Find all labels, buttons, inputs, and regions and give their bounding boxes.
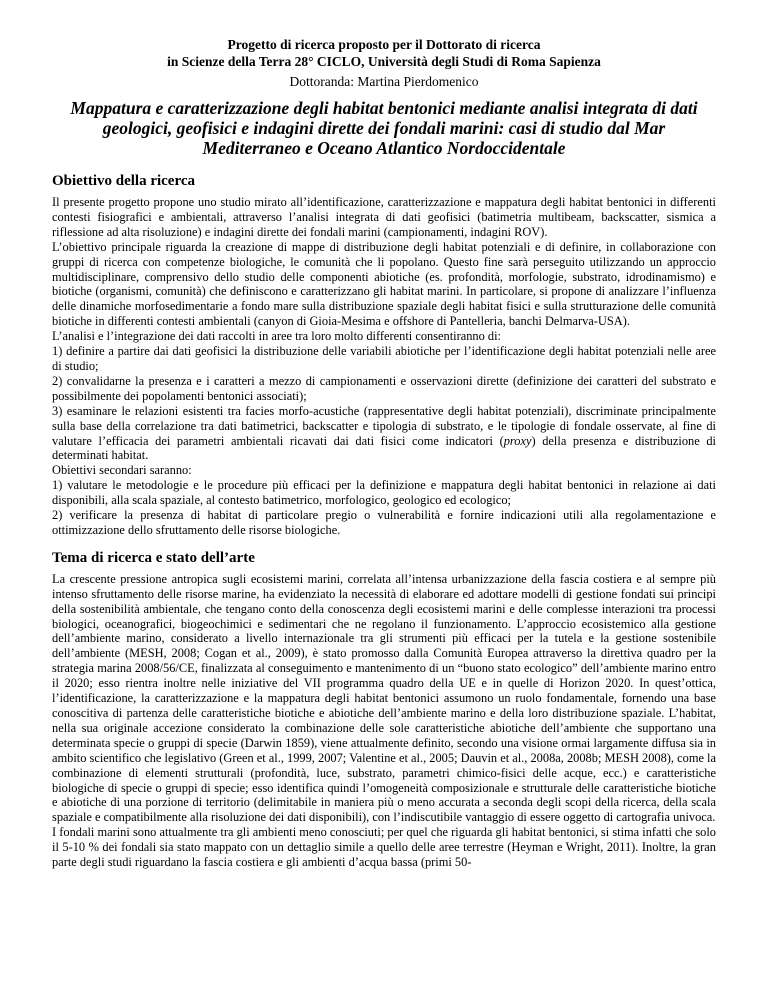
paragraph: L’obiettivo principale riguarda la creazione di mappe di distribuzione degli habitat potenziali e di definire, in collaborazione con gruppi di ricerca con competenze biologiche, le comunità che li popolano. Questo fine sarà perseguito utilizzando un approccio multidisciplinare, comprensivo dello studio delle componenti abiotiche (es. profondità, morfologie, substrato, idrodinamismo) e biotiche (organismi, comunità) che definiscono e caratterizzano gli habitat marini. In particolare, si propone di analizzare l’influenza delle dinamiche morfosedimentarie a fondo mare sulla distribuzione spaziale degli habitat fisici e sulla strutturazione delle comunità biotiche in differenti contesti ambientali (canyon di Gioia-Mesima e offshore di Pantelleria, banchi Delmarva-USA). <box>52 239 716 329</box>
list-item: 2) verificare la presenza di habitat di particolare pregio o vulnerabilità e fornire indicazioni utili alla regolamentazione e ottimizzazione dello sfruttamento delle risorse biologiche. <box>52 508 716 537</box>
paragraph: I fondali marini sono attualmente tra gli ambienti meno conosciuti; per quel che riguarda gli habitat bentonici, si stima infatti che solo il 5-10 % dei fondali sia stato mappato con un dettaglio simile a quello delle aree terrestre (Heyman e Wright, 2011). Inoltre, la gran parte degli studi riguardano la fascia costiera e gli ambienti d’acqua bassa (primi 50- <box>52 825 716 870</box>
program-line: Progetto di ricerca proposto per il Dottorato di ricerca <box>227 37 541 52</box>
section-heading: Tema di ricerca e stato dell’arte <box>52 549 255 566</box>
paragraph: Obiettivi secondari saranno: <box>52 463 192 478</box>
section-state-of-art <box>52 549 716 870</box>
section-heading: Obiettivo della ricerca <box>52 173 196 189</box>
paragraph: L’analisi e l’integrazione dei dati raccolti in aree tra loro molto differenti consentiranno di: <box>52 329 501 344</box>
paragraph: La crescente pressione antropica sugli ecosistemi marini, correlata all’intensa urbanizzazione della fascia costiera e al sempre più intenso sfruttamento delle risorse marine, ha evidenziato la necessità di elaborare ed adottare modelli di gestione fondati sui principi della sostenibilità ambientale, che tengano conto della conoscenza degli ecosistemi marini e delle complesse interazioni tra processi biologici, oceanografici, biogeochimici e sedimentari che ne regolano il funzionamento. L’approccio ecosistemico alla gestione dell’ambiente marino, considerato a livello internazionale tra gli strumenti più efficaci per la tutela e la gestione sostenibile dell’ambiente (MESH, 2008; Cogan et al., 2009), è stato promosso dalla Comunità Europea attraverso la direttiva quadro per la strategia marina 2008/56/CE, finalizzata al conseguimento e mantenimento di un “buono stato ecologico” dell’ambiente marino entro il 2020; esso rientra inoltre nelle iniziative del VII programma quadro della UE e in quelle di Horizon 2020. In quest’ottica, l’identificazione, la caratterizzazione e la mappatura degli habitat bentonici assumono un ruolo fondamentale, fornendo una base conoscitiva di partenza delle caratteristiche biotiche e abiotiche dell’ambiente marino e della loro distribuzione spaziale. L’habitat, nella sua originale accezione considerato la combinazione delle sole caratteristiche abiotiche dell’ambiente che supportano una determinata specie o gruppi di specie (Darwin 1859), viene attualmente definito, secondo una visione ormai largamente diffusa sia in ambito scientifico che legislativo (Green et al., 1999, 2007; Valentine et al., 2005; Dauvin et al., 2008a, 2008b; MESH 2008), come la combinazione di elementi strutturali (profondità, luce, substrato, parametri chimico-fisici delle acque, ecc.) e caratteristiche biologiche di specie o gruppi di specie; esso identifica quindi l’omogeneità composizionale e strutturale delle caratteristiche biotiche e abiotiche di una porzione di territorio (delimitabile in maniera più o meno accurata a seconda degli scopi della ricerca, della scala spaziale e compatibilmente alla risoluzione dei dati disponibili), con l’indiscutibile vantaggio di essere oggetto di cartografia univoca. <box>52 571 716 825</box>
paragraph: Il presente progetto propone uno studio mirato all’identificazione, caratterizzazione e mappatura degli habitat bentonici in differenti contesti fisiografici e ambientali, attraverso l’analisi integrata di dati geofisici (batimetria multibeam, backscatter, sismica a riflessione ad alta risoluzione) e indagini dirette dei fondali marini (campionamenti, indagini ROV). <box>52 195 716 239</box>
section-objective <box>52 172 716 538</box>
list-item <box>52 404 716 464</box>
author-line: Dottoranda: Martina Pierdomenico <box>289 74 479 89</box>
text-run: ) della presenza e distribuzione di determinati habitat. <box>52 433 716 463</box>
list-item: 1) valutare le metodologie e le procedure più efficaci per la definizione e mappatura degli habitat bentonici in relazione ai dati disponibili, alla scala spaziale, al contesto batimetrico, morfologico, geologico ed ecologico; <box>52 478 716 508</box>
document-title: Mappatura e caratterizzazione degli habitat bentonici mediante analisi integrata di dati geologici, geofisici e indagini dirette dei fondali marini: casi di studio dal Mar Mediterraneo e Oceano Atlantico Nordoccidentale <box>70 98 698 158</box>
list-item: 1) definire a partire dai dati geofisici la distribuzione delle variabili abiotiche per l’identificazione degli habitat potenziali nelle aree di studio; <box>52 344 716 373</box>
text-run: 3) esaminare le relazioni esistenti tra facies morfo-acustiche (rappresentative degli habitat potenziali), discriminate principalmente sulla base della correlazione tra dati batimetrici, backscatter e tipologia di substrato, e le tipologie di fondale osservate, al fine di valutare l’efficacia dei parametri ambientali ricavati dai dati fisici come indicatori ( <box>52 403 716 448</box>
list-item: 2) convalidarne la presenza e i caratteri a mezzo di campionamenti e osservazioni dirette (definizione dei caratteri del substrato e possibilmente dei popolamenti bentonici associati); <box>52 373 716 403</box>
italic-term: proxy <box>503 433 532 448</box>
university-line: in Scienze della Terra 28° CICLO, Università degli Studi di Roma Sapienza <box>167 54 601 69</box>
